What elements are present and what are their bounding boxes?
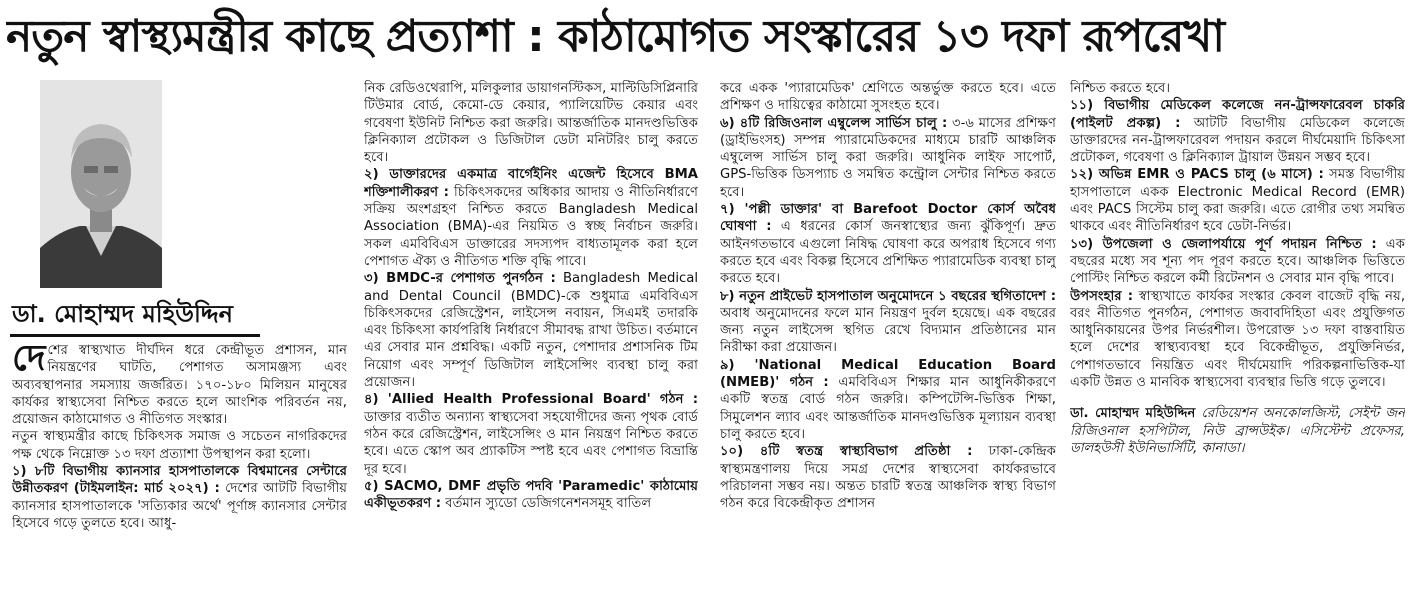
author-photo bbox=[40, 80, 162, 288]
point-5-continuation: করে একক 'প্যারামেডিক' শ্রেণিতে অন্তর্ভুক্ত করতে হবে। এতে প্রশিক্ষণ ও দায়িত্বের কাঠামো সুসংহত হবে। bbox=[720, 81, 1056, 114]
point-10-heading: ১০) ৪টি স্বতন্ত্র স্বাস্থ্যবিভাগ প্রতিষ্ঠা : bbox=[720, 444, 973, 460]
point-2-body: চিকিৎসকদের অধিকার আদায় ও নীতিনির্ধারণে সক্রিয় অংশগ্রহণ নিশ্চিত করতে Bangladesh Medical Association (BMA)-এর নিয়মিত ও স্বচ্ছ নির্বাচন জরুরি। সকল এমবিবিএস ডাক্তারের সদস্যপদ বাধ্যতামূলক করা হলে পেশাগত ঐক্য ও নীতিগত শক্তি বৃদ্ধি পাবে। bbox=[364, 184, 698, 269]
point-5-heading: ৫) SACMO, DMF প্রভৃতি পদবি 'Paramedic' কাঠামোয় একীভূতকরণ : bbox=[364, 478, 698, 512]
column-4 bbox=[1070, 80, 1405, 596]
point-3-body: Bangladesh Medical and Dental Council (BMDC)-কে শুধুমাত্র এমবিবিএস চিকিৎসকদের রেজিস্ট্রেশন, লাইসেন্স নবায়ন, সিএমই তদারকি এবং চিকিৎসা কার্যপরিধি নির্ধারণে সীমাবদ্ধ রাখা উচিত। বর্তমানে এর সেবার মান প্রশ্নবিদ্ধ। একটি নতুন, পেশাদার প্রশাসনিক টিম নিয়োগ এবং সম্পূর্ণ ডিজিটাল লাইসেন্সিং ব্যবস্থা চালু করা প্রয়োজন। bbox=[364, 271, 698, 391]
conclusion-body: স্বাস্থ্যখাতে কার্যকর সংস্কার কেবল বাজেট বৃদ্ধি নয়, বরং নীতিগত পুনর্গঠন, পেশাগত জবাবদিহিতা এবং প্রযুক্তিগত আধুনিকায়নের উপর নির্ভরশীল। উপরোক্ত ১৩ দফা বাস্তবায়িত হলে দেশের স্বাস্থ্যব্যবস্থা হবে বিকেন্দ্রীভূত, প্রযুক্তিনির্ভর, পেশাগতভাবে নিয়ন্ত্রিত এবং দীর্ঘমেয়াদি পরিকল্পনাভিত্তিক-যা একটি উন্নত ও মানবিক স্বাস্থ্যসেবা ব্যবস্থার ভিত্তি গড়ে তুলবে। bbox=[1070, 288, 1405, 391]
point-9-body: এমবিবিএস শিক্ষার মান আধুনিকীকরণে একটি স্বতন্ত্র বোর্ড গঠন জরুরি। কম্পিটেন্সি-ভিত্তিক শিক্ষা, সিমুলেশন ল্যাব এবং আন্তর্জাতিক মানদণ্ডভিত্তিক মূল্যায়ন ব্যবস্থা চালু করতে হবে। bbox=[720, 375, 1056, 442]
point-4-body: ডাক্তার ব্যতীত অন্যান্য স্বাস্থ্যসেবা সহযোগীদের জন্য পৃথক বোর্ড গঠন করে রেজিস্ট্রেশন, লাইসেন্সিং ও মান নিয়ন্ত্রণ নিশ্চিত করতে হবে। এতে স্কোপ অব প্র্যাকটিস স্পষ্ট হবে এবং পেশাগত বিভ্রান্তি দূর হবে। bbox=[364, 409, 698, 477]
intro-paragraph-2: নতুন স্বাস্থ্যমন্ত্রীর কাছে চিকিৎসক সমাজ ও সচেতন নাগরিকদের পক্ষ থেকে নিম্নোক্ত ১৩ দফা প্রত্যাশা উপস্থাপন করা হলো। bbox=[12, 429, 347, 462]
signature-credentials: রেডিয়েশন অনকোলজিস্ট, সেইন্ট জন রিজিওনাল হসপিটাল, নিউ ব্রান্সউইক। এসিস্টেন্ট প্রফেসর, ডালহউসী ইউনিভার্সিটি, কানাডা। bbox=[1070, 406, 1405, 456]
point-8-body: অবাধ অনুমোদনের ফলে মান নিয়ন্ত্রণ দুর্বল হয়েছে। এক বছরের জন্য নতুন লাইসেন্স স্থগিত রেখে বিদ্যমান প্রতিষ্ঠানের মান নিরীক্ষা করা প্রয়োজন। bbox=[720, 305, 1056, 356]
drop-cap: দে bbox=[12, 342, 46, 379]
point-5-body: বর্তমান স্যুডো ডেজিগনেশনসমূহ বাতিল bbox=[441, 496, 652, 512]
point-6-heading: ৬) ৪টি রিজিওনাল এম্বুলেন্স সার্ভিস চালু : bbox=[720, 115, 948, 131]
point-7-body: এ ধরনের কোর্স জনস্বাস্থ্যের জন্য ঝুঁকিপূর্ণ। দ্রুত আইনগতভাবে এগুলো নিষিদ্ধ ঘোষণা করে অপরাধ হিসেবে গণ্য করতে হবে এবং বিকল্প হিসেবে প্রশিক্ষিত প্যারামেডিক ব্যবস্থা চালু করতে হবে। bbox=[720, 219, 1056, 287]
conclusion-heading: উপসংহার : bbox=[1070, 288, 1134, 304]
point-11-heading: ১১) বিভাগীয় মেডিকেল কলেজে নন-ট্রান্সফারেবল চাকরি (পাইলট প্রকল্প) : bbox=[1070, 98, 1405, 131]
intro-paragraph: শের স্বাস্থ্যখাত দীর্ঘদিন ধরে কেন্দ্রীভূত প্রশাসন, মান নিয়ন্ত্রণের ঘাটতি, পেশাগত অসামঞ্জস্য এবং অব্যবস্থাপনার সমস্যায় জর্জরিত। ১৭০-১৮০ মিলিয়ন মানুষের কার্যকর স্বাস্থ্যসেবা নিশ্চিত করতে হলে আংশিক পরিবর্তন নয়, প্রয়োজন কাঠামোগত ও নীতিগত সংস্কার। bbox=[12, 343, 347, 428]
point-4-heading: ৪) 'Allied Health Professional Board' গঠন : bbox=[364, 392, 698, 408]
headline: নতুন স্বাস্থ্যমন্ত্রীর কাছে প্রত্যাশা : কাঠামোগত সংস্কারের ১৩ দফা রূপরেখা bbox=[6, 11, 1224, 62]
column-3 bbox=[720, 80, 1056, 596]
signature-name: ডা. মোহাম্মদ মহিউদ্দিন bbox=[1070, 406, 1196, 422]
point-1-continuation: নিক রেডিওথেরাপি, মলিকুলার ডায়াগনস্টিকস, মাল্টিডিসিপ্লিনারি টিউমার বোর্ড, কেমো-ডে কেয়ার, প্যালিয়েটিভ কেয়ার এবং গবেষণা ইউনিট নিশ্চিত করা জরুরি। আন্তর্জাতিক মানদণ্ডভিত্তিক ক্লিনিক্যাল প্রটোকল ও ডিজিটাল ডেটা মনিটরিং চালু করতে হবে। bbox=[364, 81, 698, 166]
point-11-body: আটটি বিভাগীয় মেডিকেল কলেজে ডাক্তারদের নন-ট্রান্সফারেবল পদায়ন করলে দীর্ঘমেয়াদি চিকিৎসা প্রটোকল, গবেষণা ও ক্লিনিক্যাল ট্রায়াল উন্নয়ন সম্ভব হবে। bbox=[1070, 115, 1405, 166]
point-13-body: এক বছরের মধ্যে সব শূন্য পদ পূরণ করতে হবে। আঞ্চলিক ভিত্তিতে পোস্টিং নিশ্চিত করলে কর্মী রিটেনশন ও সেবার মান বৃদ্ধি পাবে। bbox=[1070, 236, 1405, 287]
point-12-heading: ১২) অভিন্ন EMR ও PACS চালু (৬ মাসে) : bbox=[1070, 167, 1324, 183]
byline-rule bbox=[10, 334, 260, 337]
author-portrait-image bbox=[40, 80, 162, 288]
point-13-heading: ১৩) উপজেলা ও জেলাপর্যায়ে পূর্ণ পদায়ন নিশ্চিত : bbox=[1070, 236, 1377, 252]
point-10-continuation: নিশ্চিত করতে হবে। bbox=[1070, 81, 1171, 96]
point-6-body: ৩-৬ মাসের প্রশিক্ষণ (ড্রাইভিংসহ) সম্পন্ন প্যারামেডিকদের মাধ্যমে চারটি আঞ্চলিক এম্বুলেন্স সার্ভিস চালু করা জরুরি। আধুনিক লাইফ সাপোর্ট, GPS-ভিত্তিক ডিসপ্যাচ ও সমন্বিত কন্ট্রোল সেন্টার নিশ্চিত করতে হবে। bbox=[720, 115, 1056, 200]
point-9-heading: ৯) 'National Medical Education Board (NMEB)' গঠন : bbox=[720, 357, 1056, 391]
point-1-body: দেশের আটটি বিভাগীয় ক্যানসার হাসপাতালকে 'সত্যিকার অর্থে' পূর্ণাঙ্গ ক্যানসার সেন্টার হিসেবে গড়ে তুলতে হবে। আধু- bbox=[12, 481, 347, 531]
point-1-heading: ১) ৮টি বিভাগীয় ক্যানসার হাসপাতালকে বিশ্বমানের সেন্টারে উন্নীতকরণ (টাইমলাইন: মার্চ ২০২৭) : bbox=[12, 464, 347, 497]
point-8-heading: ৮) নতুন প্রাইভেট হাসপাতাল অনুমোদনে ১ বছরের স্থগিতাদেশ : bbox=[720, 288, 1056, 304]
column-2 bbox=[364, 80, 698, 596]
point-3-heading: ৩) BMDC-র পেশাগত পুনর্গঠন : bbox=[364, 271, 556, 287]
point-10-body: ঢাকা-কেন্দ্রিক স্বাস্থ্যমন্ত্রণালয় দিয়ে সমগ্র দেশের স্বাস্থ্যসেবা কার্যকরভাবে পরিচালনা সম্ভব নয়। অন্তত চারটি স্বতন্ত্র আঞ্চলিক স্বাস্থ্য বিভাগ গঠন করে বিকেন্দ্রীকৃত প্রশাসন bbox=[720, 444, 1056, 512]
author-byline: ডা. মোহাম্মদ মহিউদ্দিন bbox=[12, 300, 233, 328]
point-12-body: সমস্ত বিভাগীয় হাসপাতালে একক Electronic Medical Record (EMR) এবং PACS সিস্টেম চালু করা জরুরি। এতে রোগীর তথ্য সমন্বিত থাকবে এবং নীতিনির্ধারণ হবে ডেটা-নির্ভর। bbox=[1070, 167, 1405, 235]
point-2-heading: ২) ডাক্তারদের একমাত্র বার্গেইনিং এজেন্ট হিসেবে BMA শক্তিশালীকরণ : bbox=[364, 167, 698, 200]
point-7-heading: ৭) 'পল্লী ডাক্তার' বা Barefoot Doctor কোর্স অবৈধ ঘোষণা : bbox=[720, 202, 1056, 235]
column-1 bbox=[12, 342, 347, 596]
